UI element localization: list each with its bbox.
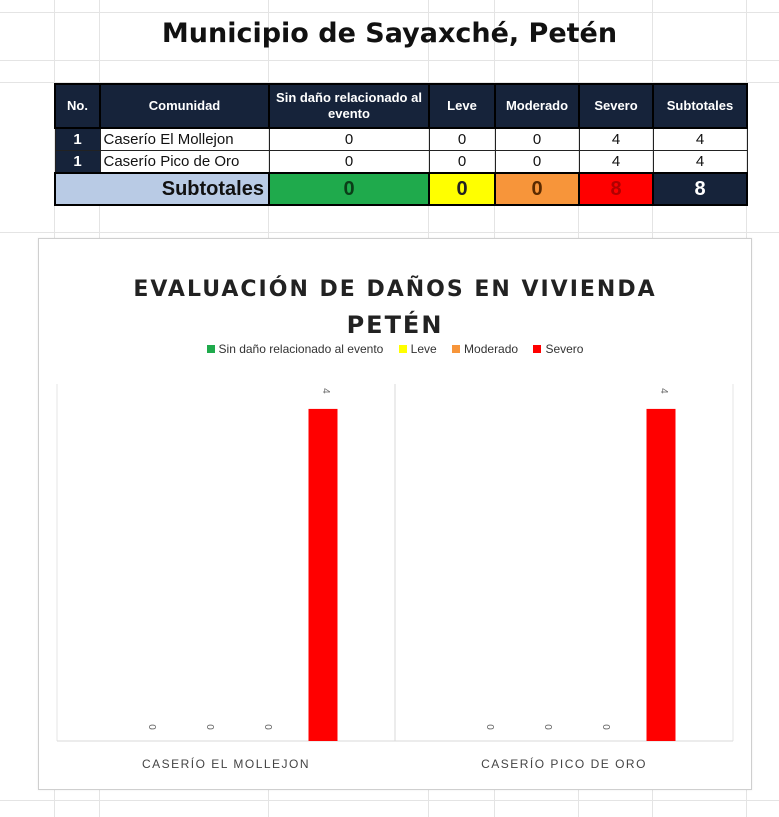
table-cell: 4 (653, 151, 747, 174)
data-label: 0 (262, 724, 273, 730)
damage-summary-table (54, 83, 748, 206)
total-sin-dano: 0 (269, 173, 429, 205)
table-cell: Caserío Pico de Oro (100, 151, 269, 174)
page-title: Municipio de Sayaxché, Petén (161, 18, 618, 49)
chart-title: EVALUACIÓN DE DAÑOS EN VIVIENDA (133, 277, 657, 302)
totals-row (55, 173, 747, 205)
chart-subtitle: PETÉN (346, 311, 444, 339)
data-label: 4 (658, 388, 669, 394)
bar-chart-plot (39, 239, 751, 789)
table-cell: 1 (55, 128, 100, 151)
column-header: Severo (579, 84, 653, 128)
column-header: Subtotales (653, 84, 747, 128)
category-label: CASERÍO PICO DE ORO (481, 757, 647, 771)
table-row (55, 151, 747, 174)
column-header: Moderado (495, 84, 579, 128)
column-header: Comunidad (100, 84, 269, 128)
table-cell: 0 (269, 151, 429, 174)
data-label: 0 (484, 724, 495, 730)
grid-line (0, 232, 779, 233)
column-header: No. (55, 84, 100, 128)
table-cell: 4 (579, 128, 653, 151)
bar-severo (309, 409, 338, 741)
table-cell: 0 (429, 151, 495, 174)
total-moderado: 0 (495, 173, 579, 205)
grid-line (0, 60, 779, 61)
grid-line (0, 12, 779, 13)
table-cell: 4 (579, 151, 653, 174)
column-header: Sin daño relacionado al evento (269, 84, 429, 128)
table-cell: Caserío El Mollejon (100, 128, 269, 151)
table-cell: 4 (653, 128, 747, 151)
legend-label: Moderado (464, 342, 519, 356)
chart-container (38, 238, 752, 790)
data-label: 0 (146, 724, 157, 730)
table-header-row (55, 84, 747, 128)
legend-label: Severo (545, 342, 584, 356)
table-cell: 0 (269, 128, 429, 151)
column-header: Leve (429, 84, 495, 128)
grid-line (0, 800, 779, 801)
table-row (55, 128, 747, 151)
total-severo: 8 (579, 173, 653, 205)
legend-label: Leve (410, 342, 437, 356)
bar-severo (647, 409, 676, 741)
legend-label: Sin daño relacionado al evento (218, 342, 384, 356)
data-label: 4 (320, 388, 331, 394)
table-cell: 1 (55, 151, 100, 174)
category-label: CASERÍO EL MOLLEJON (141, 757, 311, 771)
data-label: 0 (542, 724, 553, 730)
total-leve: 0 (429, 173, 495, 205)
table-cell: 0 (495, 128, 579, 151)
data-label: 0 (600, 724, 611, 730)
total-subtotal: 8 (653, 173, 747, 205)
table-cell: 0 (429, 128, 495, 151)
totals-label: Subtotales (55, 173, 269, 205)
data-label: 0 (204, 724, 215, 730)
table-cell: 0 (495, 151, 579, 174)
